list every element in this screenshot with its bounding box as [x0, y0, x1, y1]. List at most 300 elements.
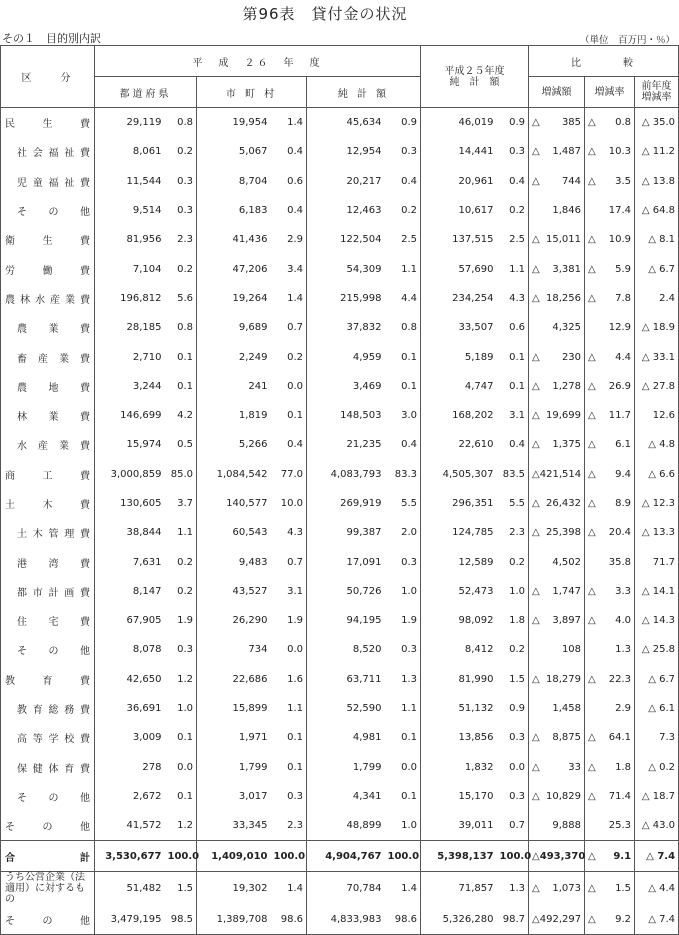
compare-cell [529, 782, 585, 811]
table-row [1, 430, 679, 459]
compare-value: 421,514 [539, 468, 582, 480]
ratio-cell: 0.3 [165, 167, 197, 196]
value-cell: 19,954 [197, 108, 271, 138]
value-cell: 12,463 [307, 196, 385, 225]
decrease-mark: △ [588, 263, 596, 275]
decrease-mark: △ [588, 292, 596, 304]
row-label-char: 生 [42, 236, 53, 248]
value-cell: 4,505,307 [421, 460, 497, 489]
prev-rate-cell: 71.7 [635, 547, 679, 576]
ratio-cell: 1.3 [497, 871, 529, 905]
compare-cell [585, 401, 635, 430]
row-label [1, 811, 95, 841]
ratio-cell: 0.1 [165, 342, 197, 371]
compare-value: 1.5 [615, 882, 632, 894]
ratio-cell: 83.3 [385, 460, 421, 489]
compare-cell [529, 606, 585, 635]
row-label [1, 518, 95, 547]
row-label-char: 費 [80, 705, 90, 717]
compare-cell [585, 606, 635, 635]
decrease-mark: △ [588, 468, 596, 480]
ratio-cell: 3.0 [385, 401, 421, 430]
row-label-char: 費 [80, 675, 90, 687]
row-label-char: 理 [64, 529, 75, 541]
ratio-cell: 0.3 [385, 635, 421, 664]
table-row [1, 313, 679, 342]
value-cell: 15,899 [197, 694, 271, 723]
row-label-char: の [48, 792, 59, 804]
table-row [1, 137, 679, 166]
ratio-cell: 1.0 [165, 694, 197, 723]
value-cell: 1,409,010 [197, 841, 271, 871]
row-label-char: 農 [17, 382, 27, 394]
compare-cell [529, 313, 585, 342]
value-cell: 67,905 [95, 606, 165, 635]
compare-cell [585, 460, 635, 489]
header-net: 純 計 額 [307, 77, 421, 108]
decrease-mark: △ [532, 351, 540, 363]
decrease-mark: △ [532, 292, 540, 304]
value-cell: 7,104 [95, 254, 165, 283]
compare-cell [529, 635, 585, 664]
decrease-mark: △ [532, 468, 540, 480]
prev-rate-cell: △ 4.8 [635, 430, 679, 459]
table-row [1, 167, 679, 196]
decrease-mark: △ [532, 175, 540, 187]
compare-value: 9,888 [552, 820, 582, 832]
table-body [1, 108, 679, 935]
value-cell: 8,078 [95, 635, 165, 664]
compare-value: 33 [568, 761, 582, 773]
compare-cell [585, 313, 635, 342]
value-cell: 3,469 [307, 372, 385, 401]
prev-rate-cell: △ 27.8 [635, 372, 679, 401]
header-rate: 増減率 [585, 77, 635, 108]
compare-cell [529, 460, 585, 489]
ratio-cell: 0.4 [271, 196, 307, 225]
value-cell: 1,084,542 [197, 460, 271, 489]
compare-value: 2.9 [615, 703, 632, 715]
row-label [1, 782, 95, 811]
table-row [1, 401, 679, 430]
value-cell: 1,832 [421, 753, 497, 782]
value-cell: 124,785 [421, 518, 497, 547]
compare-value: 493,370 [539, 850, 586, 862]
row-label [1, 313, 95, 342]
table-row [1, 606, 679, 635]
row-label [1, 841, 95, 871]
row-label [1, 723, 95, 752]
row-label-char: 地 [48, 382, 59, 394]
row-label-char: 衛 [5, 236, 15, 248]
value-cell: 137,515 [421, 225, 497, 254]
decrease-mark: △ [588, 761, 596, 773]
row-label-char: 祉 [64, 177, 75, 189]
row-label-char: 業 [65, 294, 75, 306]
ratio-cell: 1.1 [385, 694, 421, 723]
compare-value: 71.4 [608, 790, 632, 802]
row-label-char: 計 [48, 587, 59, 599]
row-label-char: 費 [80, 558, 90, 570]
table-row [1, 342, 679, 371]
ratio-cell: 0.2 [497, 547, 529, 576]
ratio-cell: 0.9 [385, 108, 421, 138]
decrease-mark: △ [532, 439, 540, 451]
row-label-char: 業 [59, 353, 69, 365]
compare-value: 0.8 [615, 117, 632, 129]
row-label-char: 育 [32, 705, 43, 717]
row-label-char: 画 [64, 587, 75, 599]
ratio-cell: 1.1 [165, 518, 197, 547]
compare-cell [529, 430, 585, 459]
compare-value: 10.9 [608, 234, 632, 246]
decrease-mark: △ [532, 498, 540, 509]
value-cell: 4,959 [307, 342, 385, 371]
value-cell: 48,899 [307, 811, 385, 841]
row-label-char: 働 [42, 265, 53, 277]
compare-value: 385 [561, 117, 582, 129]
row-label [1, 547, 95, 576]
value-cell: 50,726 [307, 577, 385, 606]
compare-cell [529, 196, 585, 225]
ratio-cell: 0.7 [271, 547, 307, 576]
ratio-cell: 1.9 [165, 606, 197, 635]
row-label-char: そ [17, 646, 27, 658]
row-label-char: 総 [48, 705, 59, 717]
ratio-cell: 0.2 [165, 137, 197, 166]
ratio-cell: 0.3 [497, 782, 529, 811]
compare-value: 19,699 [546, 410, 582, 422]
ratio-cell: 98.6 [271, 905, 307, 935]
prev-rate-cell: △ 14.3 [635, 606, 679, 635]
ratio-cell: 1.9 [271, 606, 307, 635]
row-label-char: 水 [35, 294, 45, 306]
row-label-char: 生 [42, 119, 53, 131]
table-row [1, 196, 679, 225]
row-label [1, 606, 95, 635]
decrease-mark: △ [588, 585, 596, 597]
ratio-cell: 3.4 [271, 254, 307, 283]
row-label-char: 畜 [17, 353, 27, 365]
value-cell: 8,520 [307, 635, 385, 664]
row-label [1, 401, 95, 430]
header-h25-line1: 平成２５年度 [444, 65, 505, 77]
ratio-cell: 2.3 [497, 518, 529, 547]
compare-value: 3.3 [615, 585, 632, 597]
row-label-char: 港 [17, 558, 27, 570]
compare-cell [529, 753, 585, 782]
decrease-mark: △ [532, 913, 540, 925]
decrease-mark: △ [588, 439, 596, 451]
ratio-cell: 2.3 [165, 225, 197, 254]
ratio-cell: 0.9 [497, 694, 529, 723]
value-cell: 19,264 [197, 284, 271, 313]
prev-rate-cell: △ 7.4 [635, 841, 679, 871]
compare-cell [529, 108, 585, 138]
compare-cell [585, 694, 635, 723]
table-row [1, 460, 679, 489]
decrease-mark: △ [588, 117, 596, 129]
ratio-cell: 0.2 [385, 196, 421, 225]
value-cell: 12,954 [307, 137, 385, 166]
value-cell: 4,981 [307, 723, 385, 752]
value-cell: 47,206 [197, 254, 271, 283]
value-cell: 52,590 [307, 694, 385, 723]
value-cell: 21,235 [307, 430, 385, 459]
compare-value: 64.1 [608, 732, 632, 744]
row-label-char: 業 [59, 441, 69, 453]
row-label-char: 産 [38, 353, 48, 365]
table-row [1, 489, 679, 518]
value-cell: 1,971 [197, 723, 271, 752]
row-label [1, 137, 95, 166]
row-label-char: 業 [48, 324, 59, 336]
row-label-char: 費 [80, 500, 90, 511]
value-cell: 5,326,280 [421, 905, 497, 935]
row-label-char: 市 [32, 587, 43, 599]
ratio-cell: 98.7 [497, 905, 529, 935]
ratio-cell: 1.5 [497, 665, 529, 694]
compare-value: 3.5 [615, 175, 632, 187]
value-cell: 4,747 [421, 372, 497, 401]
header-h25-line2: 純 計 額 [449, 76, 500, 88]
row-label-char: そ [5, 915, 15, 927]
ratio-cell: 98.5 [165, 905, 197, 935]
row-label [1, 635, 95, 664]
ratio-cell: 85.0 [165, 460, 197, 489]
ratio-cell: 3.7 [165, 489, 197, 518]
row-label-char: 費 [80, 119, 90, 131]
row-label-char: 費 [80, 265, 90, 277]
ratio-cell: 0.3 [497, 723, 529, 752]
compare-value: 1,458 [552, 703, 582, 715]
ratio-cell: 0.7 [497, 811, 529, 841]
compare-value: 12.9 [608, 322, 632, 334]
header-prev-rate-line1: 前年度 [641, 81, 672, 92]
row-label-char: 他 [80, 646, 90, 658]
row-label [1, 167, 95, 196]
ratio-cell: 1.0 [385, 577, 421, 606]
value-cell: 2,672 [95, 782, 165, 811]
ratio-cell: 0.0 [271, 372, 307, 401]
ratio-cell: 0.4 [497, 167, 529, 196]
ratio-cell: 0.4 [271, 137, 307, 166]
compare-value: 18,256 [546, 292, 582, 304]
header-category: 区 分 [1, 46, 95, 108]
compare-cell [585, 372, 635, 401]
row-label-char: 教 [5, 675, 15, 687]
ratio-cell: 1.4 [385, 871, 421, 905]
ratio-cell: 1.2 [165, 811, 197, 841]
row-label [1, 108, 95, 138]
ratio-cell: 0.1 [271, 401, 307, 430]
ratio-cell: 3.1 [497, 401, 529, 430]
compare-cell [585, 577, 635, 606]
value-cell: 215,998 [307, 284, 385, 313]
prev-rate-cell: △ 4.4 [635, 871, 679, 905]
value-cell: 9,689 [197, 313, 271, 342]
prev-rate-cell: 7.3 [635, 723, 679, 752]
ratio-cell: 0.7 [271, 313, 307, 342]
row-label-char: そ [5, 822, 15, 834]
compare-cell [585, 841, 635, 871]
value-cell: 3,000,859 [95, 460, 165, 489]
row-label-char: 民 [5, 119, 15, 131]
compare-value: 20.4 [608, 527, 632, 539]
compare-value: 25.3 [608, 820, 632, 832]
value-cell: 33,507 [421, 313, 497, 342]
ratio-cell: 100.0 [165, 841, 197, 871]
value-cell: 15,974 [95, 430, 165, 459]
decrease-mark: △ [588, 732, 596, 744]
row-label [1, 577, 95, 606]
ratio-cell: 0.2 [165, 577, 197, 606]
prev-rate-cell: △ 18.9 [635, 313, 679, 342]
value-cell: 98,092 [421, 606, 497, 635]
compare-cell [529, 723, 585, 752]
compare-value: 1,073 [552, 882, 582, 894]
decrease-mark: △ [588, 615, 596, 627]
decrease-mark: △ [532, 790, 540, 802]
row-label-char: 会 [32, 148, 43, 160]
compare-cell [529, 342, 585, 371]
compare-value: 8,875 [552, 732, 582, 744]
row-label-char: 費 [80, 734, 90, 746]
row-label-char: の [42, 822, 53, 834]
value-cell: 8,147 [95, 577, 165, 606]
row-label-char: 管 [48, 529, 59, 541]
header-compare: 比 較 [529, 46, 679, 77]
compare-cell [585, 225, 635, 254]
row-label-char: 農 [5, 294, 15, 306]
compare-cell [585, 342, 635, 371]
ratio-cell: 0.1 [165, 782, 197, 811]
value-cell: 5,067 [197, 137, 271, 166]
decrease-mark: △ [588, 380, 596, 392]
row-label-char: 木 [32, 529, 43, 541]
header-h26: 平 成 ２６ 年 度 [95, 46, 421, 77]
compare-cell [585, 782, 635, 811]
compare-value: 9.2 [615, 913, 632, 925]
row-label-char: 都 [17, 587, 27, 599]
compare-value: 7.8 [615, 292, 632, 304]
row-label-char: 宅 [48, 617, 59, 629]
compare-value: 8.9 [615, 498, 632, 509]
decrease-mark: △ [588, 673, 596, 685]
ratio-cell: 0.1 [385, 372, 421, 401]
row-label-char: 林 [17, 412, 27, 424]
value-cell: 122,504 [307, 225, 385, 254]
compare-cell [529, 547, 585, 576]
value-cell: 3,244 [95, 372, 165, 401]
decrease-mark: △ [588, 351, 596, 363]
value-cell: 1,819 [197, 401, 271, 430]
row-label [1, 694, 95, 723]
value-cell: 9,514 [95, 196, 165, 225]
decrease-mark: △ [532, 527, 540, 539]
value-cell: 19,302 [197, 871, 271, 905]
table-row [1, 254, 679, 283]
compare-value: 744 [561, 175, 582, 187]
row-label-char: 土 [5, 500, 15, 511]
row-label-char: 土 [17, 529, 27, 541]
compare-value: 1,487 [552, 146, 582, 158]
value-cell: 43,527 [197, 577, 271, 606]
row-label-char: 産 [50, 294, 60, 306]
value-cell: 4,341 [307, 782, 385, 811]
value-cell: 5,189 [421, 342, 497, 371]
ratio-cell: 0.1 [271, 753, 307, 782]
compare-cell [585, 753, 635, 782]
row-label-char: 労 [5, 265, 15, 277]
compare-value: 10.3 [608, 146, 632, 158]
ratio-cell: 5.5 [385, 489, 421, 518]
row-label-char: 費 [80, 529, 90, 541]
row-label-char: 校 [64, 734, 75, 746]
decrease-mark: △ [532, 117, 540, 129]
prev-rate-cell: △ 35.0 [635, 108, 679, 138]
ratio-cell: 0.1 [165, 723, 197, 752]
compare-value: 6.1 [615, 439, 632, 451]
value-cell: 3,009 [95, 723, 165, 752]
ratio-cell: 5.6 [165, 284, 197, 313]
compare-cell [529, 841, 585, 871]
value-cell: 51,132 [421, 694, 497, 723]
decrease-mark: △ [588, 790, 596, 802]
ratio-cell: 1.4 [271, 284, 307, 313]
ratio-cell: 5.5 [497, 489, 529, 518]
compare-value: 4.0 [615, 615, 632, 627]
compare-value: 5.9 [615, 263, 632, 275]
decrease-mark: △ [588, 234, 596, 246]
value-cell: 168,202 [421, 401, 497, 430]
value-cell: 42,650 [95, 665, 165, 694]
value-cell: 46,019 [421, 108, 497, 138]
table-row [1, 372, 679, 401]
row-label [1, 254, 95, 283]
value-cell: 269,919 [307, 489, 385, 518]
header-prev-rate [635, 77, 679, 108]
compare-value: 15,011 [546, 234, 582, 246]
prev-rate-cell: △ 14.1 [635, 577, 679, 606]
compare-cell [529, 694, 585, 723]
table-row [1, 811, 679, 841]
prev-rate-cell: △ 6.7 [635, 665, 679, 694]
ratio-cell: 77.0 [271, 460, 307, 489]
loan-table [0, 45, 679, 935]
ratio-cell: 1.1 [497, 254, 529, 283]
prev-rate-cell: △ 13.3 [635, 518, 679, 547]
value-cell: 15,170 [421, 782, 497, 811]
header-diff: 増減額 [529, 77, 585, 108]
ratio-cell: 1.4 [271, 108, 307, 138]
table-row [1, 518, 679, 547]
value-cell: 130,605 [95, 489, 165, 518]
row-label-char: 他 [80, 207, 90, 219]
compare-cell [585, 635, 635, 664]
compare-value: 1,375 [552, 439, 582, 451]
ratio-cell: 0.4 [385, 167, 421, 196]
ratio-cell: 0.8 [385, 313, 421, 342]
ratio-cell: 100.0 [271, 841, 307, 871]
compare-cell [585, 547, 635, 576]
row-label-char: 費 [80, 148, 90, 160]
table-row [1, 871, 679, 905]
table-row [1, 753, 679, 782]
ratio-cell: 2.9 [271, 225, 307, 254]
compare-cell [529, 167, 585, 196]
decrease-mark: △ [532, 615, 540, 627]
